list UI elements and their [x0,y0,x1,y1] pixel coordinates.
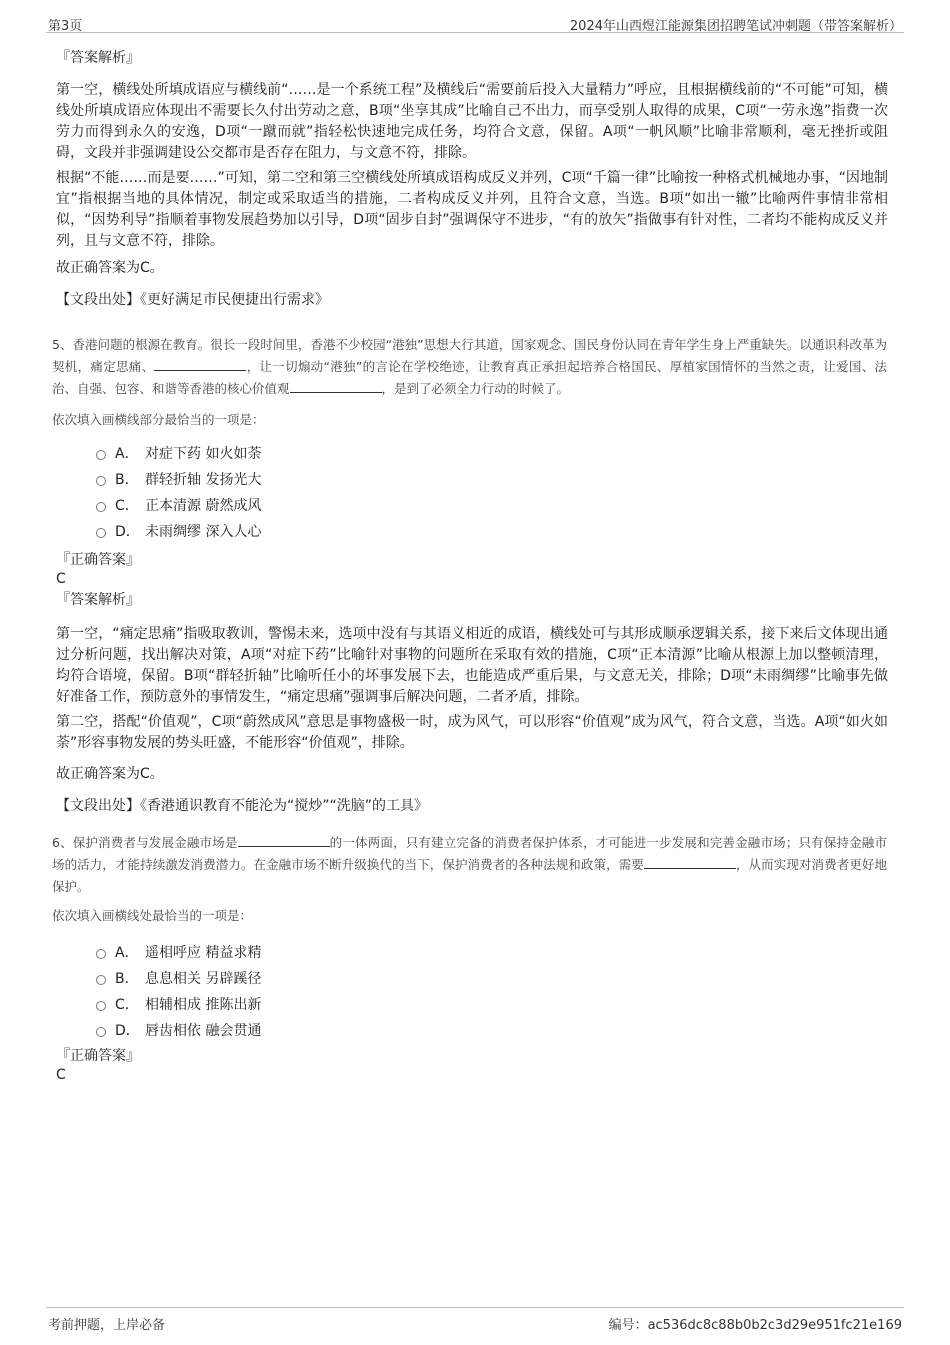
q5-options [96,440,261,544]
q5-stem-a: 5、香港问题的根源在教育。很长一段时间里，香港不少校园“港独”思想大行其道，国家观念、国民身份认同在青年学生身上严重缺失。以通识科改革为契机，痛定思痛、 [52,337,887,374]
prev-conclusion: 故正确答案为C。 [56,260,164,276]
q5-source: 【文段出处】《香港通识教育不能沦为“搅炒”“洗脑”的工具》 [56,798,429,814]
radio-icon[interactable] [96,450,106,460]
document-title: 2024年山西煜江能源集团招聘笔试冲刺题（带答案解析） [569,19,902,34]
radio-icon[interactable] [96,476,106,486]
page-header [46,12,904,33]
q6-stem-a: 6、保护消费者与发展金融市场是 [52,835,238,850]
q6-option-b[interactable]: B． 息息相关 另辟蹊径 [96,965,261,991]
q5-answer: C [56,571,66,587]
radio-icon[interactable] [96,502,106,512]
page-number: 第3页 [48,19,83,34]
q5-conclusion: 故正确答案为C。 [56,766,164,782]
prev-analysis-para1: 第一空，横线处所填成语应与横线前“……是一个系统工程”及横线后“需要前后投入大量精力”呼应，且根据横线前的“不可能”可知，横线处所填成语应体现出不需要长久付出劳动之意，B项“坐享其成”比喻自己不出力，而享受别人取得的成果，C项“一劳永逸”指费一次劳力而得到永久的安逸，D项“一蹴而就”指轻松快速地完成任务，均符合文意，保留。A项“一帆风顺”比喻非常顺利，毫无挫折或阻碍，文段并非强调建设公交都市是否存在阻力，与文意不符，排除。 [56,82,888,161]
q5-answer-label: 『正确答案』 [56,552,140,568]
q6-option-c[interactable]: C． 相辅相成 推陈出新 [96,991,261,1017]
q6-blank-2 [644,856,736,869]
q6-option-d[interactable]: D． 唇齿相依 融会贯通 [96,1017,261,1043]
q5-instruction: 依次填入画横线部分最恰当的一项是： [52,412,265,427]
footer-code: 编号：ac536dc8c88b0b2c3d29e951fc21e169 [608,1318,902,1333]
prev-source: 【文段出处】《更好满足市民便捷出行需求》 [56,292,329,308]
q5-analysis-label: 『答案解析』 [56,592,140,608]
q6-instruction: 依次填入画横线处最恰当的一项是： [52,908,253,923]
prev-analysis-para2: 根据“不能……而是要……”可知，第二空和第三空横线处所填成语构成反义并列，C项“千篇一律”比喻按一种格式机械地办事，“因地制宜”指根据当地的具体情况，制定或采取适当的措施，二者构成反义并列，且符合文意，当选。B项“如出一辙”比喻两件事情非常相似，“因势利导”指顺着事物发展趋势加以引导，D项“固步自封”强调保守不进步，“有的放矢”指做事有针对性，二者均不能构成反义并列，且与文意不符，排除。 [56,170,888,249]
q5-option-a[interactable]: A． 对症下药 如火如荼 [96,440,261,466]
q5-blank-1 [154,358,246,371]
page-footer [46,1307,904,1333]
radio-icon[interactable] [96,528,106,538]
q5-analysis-para2: 第二空，搭配“价值观”，C项“蔚然成风”意思是事物盛极一时，成为风气，可以形容“价值观”成为风气，符合文意，当选。A项“如火如荼”形容事物发展的势头旺盛，不能形容“价值观”，排除。 [56,714,888,751]
q6-stem-c: ，从而实现对消费者更好地保护。 [52,857,887,894]
q6-blank-1 [238,834,330,847]
footer-note: 考前押题，上岸必备 [48,1318,166,1333]
radio-icon[interactable] [96,975,106,985]
q5-stem-b: ，让一切煽动“港独”的言论在学校绝迹，让教育真正承担起培养合格国民、厚植家国情怀的当然之责，让爱国、法治、自强、包容、和谐等香港的核心价值观 [52,359,887,396]
q5-option-c[interactable]: C． 正本清源 蔚然成风 [96,492,261,518]
q5-blank-2 [290,380,382,393]
q5-analysis-para1: 第一空，“痛定思痛”指吸取教训，警惕未来，选项中没有与其语义相近的成语，横线处可与其形成顺承逻辑关系，接下来后文体现出通过分析问题，找出解决对策，A项“对症下药”比喻针对事物的问题所在采取有效的措施，C项“正本清源”比喻从根源上加以整顿清理，均符合语境，保留。B项“群轻折轴”比喻听任小的坏事发展下去，也能造成严重后果，与文意无关，排除；D项“未雨绸缪”比喻事先做好准备工作，预防意外的事情发生，“痛定思痛”强调事后解决问题，二者矛盾，排除。 [56,626,888,705]
q6-stem [52,832,887,898]
q6-options [96,939,261,1043]
q5-option-d[interactable]: D． 未雨绸缪 深入人心 [96,518,261,544]
radio-icon[interactable] [96,1001,106,1011]
q6-answer-label: 『正确答案』 [56,1048,140,1064]
q6-stem-b: 的一体两面，只有建立完备的消费者保护体系，才可能进一步发展和完善金融市场；只有保持金融市场的活力，才能持续激发消费潜力。在金融市场不断升级换代的当下，保护消费者的各种法规和政策，需要 [52,835,887,872]
q6-answer: C [56,1067,66,1083]
radio-icon[interactable] [96,1027,106,1037]
radio-icon[interactable] [96,949,106,959]
q6-option-a[interactable]: A． 遥相呼应 精益求精 [96,939,261,965]
q5-option-b[interactable]: B． 群轻折轴 发扬光大 [96,466,261,492]
q5-stem [52,334,887,400]
q5-stem-c: ，是到了必须全力行动的时候了。 [381,381,570,396]
prev-analysis-label: 『答案解析』 [56,50,140,66]
